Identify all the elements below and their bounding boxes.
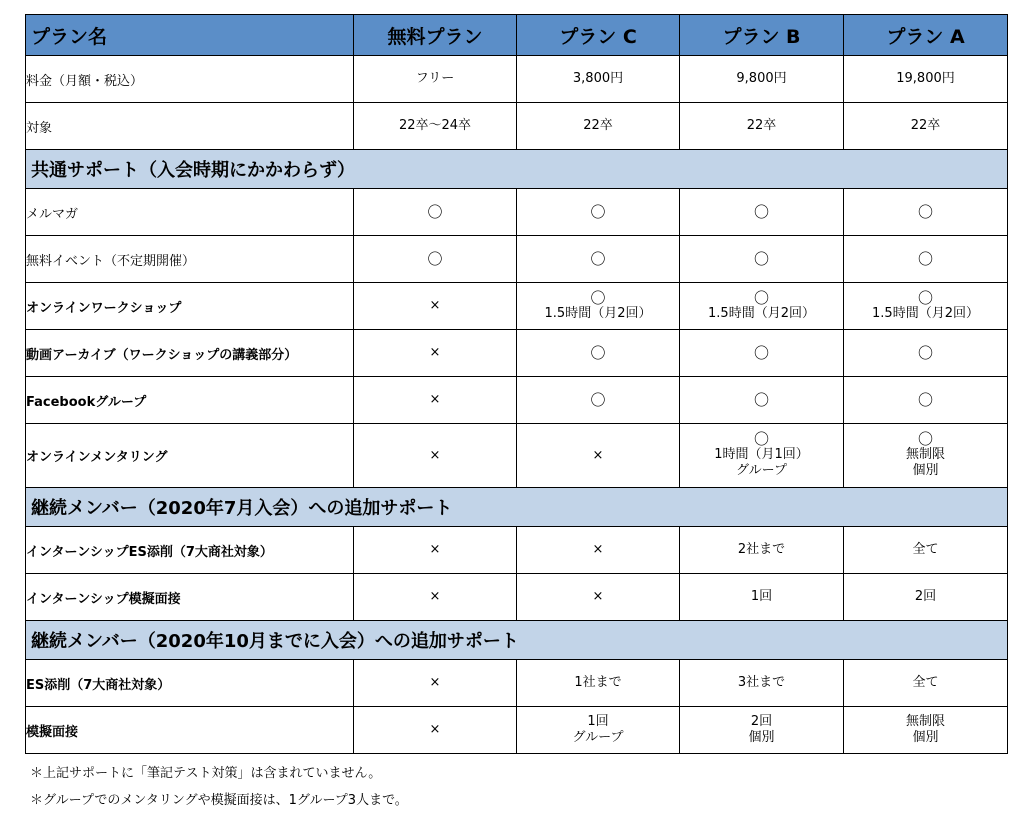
table-row (26, 574, 1008, 621)
cell-value (354, 189, 517, 236)
table-row (26, 189, 1008, 236)
cell-text: グループ (572, 730, 624, 745)
cell-value (354, 330, 517, 377)
cell-text: 1社まで (574, 675, 622, 690)
cross-mark: × (429, 392, 441, 407)
circle-mark: 〇 (917, 430, 933, 448)
circle-mark: 〇 (753, 430, 769, 448)
cell-value (354, 574, 517, 621)
circle-mark: 〇 (917, 343, 933, 362)
table-row (26, 236, 1008, 283)
cell-value (844, 236, 1008, 283)
cell-text: 1.5時間（月2回） (544, 305, 652, 321)
section-header-row (26, 150, 1008, 189)
row-label: インターンシップ模擬面接 (26, 574, 354, 621)
cell-value: 19,800円 (844, 56, 1008, 103)
cross-mark: × (429, 298, 441, 313)
cell-value (680, 377, 844, 424)
circle-mark: 〇 (590, 343, 606, 362)
circle-mark: 〇 (917, 390, 933, 409)
cross-mark: × (429, 589, 441, 604)
cell-text: 全て (912, 542, 939, 557)
cell-text: 1回 (587, 714, 609, 729)
circle-mark: 〇 (753, 249, 769, 268)
cell-value (844, 283, 1008, 330)
cell-value (354, 283, 517, 330)
section-title: 継続メンバー（2020年7月入会）への追加サポート (26, 488, 1008, 527)
cell-value (517, 189, 680, 236)
circle-mark: 〇 (590, 249, 606, 268)
section-title: 継続メンバー（2020年10月までに入会）への追加サポート (26, 621, 1008, 660)
section-header-row (26, 488, 1008, 527)
section-header-row (26, 621, 1008, 660)
cell-value (517, 574, 680, 621)
row-label: インターンシップES添削（7大商社対象） (26, 527, 354, 574)
cell-text: 個別 (748, 730, 775, 745)
cell-text: 1時間（月1回） (714, 447, 809, 462)
cell-value (354, 660, 517, 707)
cell-text: 2回 (750, 714, 773, 729)
header-plan-free: 無料プラン (354, 15, 517, 56)
cell-value: 22卒 (680, 103, 844, 150)
cross-mark: × (592, 542, 604, 557)
table-row (26, 527, 1008, 574)
cell-value (680, 660, 844, 707)
circle-mark: 〇 (590, 202, 606, 221)
table-row (26, 424, 1008, 488)
cell-text: 1.5時間（月2回） (872, 305, 979, 321)
cell-value (354, 527, 517, 574)
circle-mark: 〇 (753, 288, 769, 307)
plan-comparison-table (25, 14, 1008, 754)
row-label-price: 料金（月額・税込） (26, 56, 354, 103)
row-label: ES添削（7大商社対象） (26, 660, 354, 707)
table-row (26, 330, 1008, 377)
cell-text: グループ (736, 463, 787, 478)
circle-mark: 〇 (917, 288, 933, 307)
cell-value (517, 236, 680, 283)
table-row (26, 660, 1008, 707)
cross-mark: × (429, 345, 441, 360)
cross-mark: × (429, 675, 441, 690)
header-plan-a: プラン A (844, 15, 1008, 56)
circle-mark: 〇 (753, 202, 769, 221)
cell-value (517, 527, 680, 574)
cell-value (517, 660, 680, 707)
footnotes (30, 766, 408, 820)
row-label: Facebookグループ (26, 377, 354, 424)
row-label: オンラインメンタリング (26, 424, 354, 488)
footnote: ＊グループでのメンタリングや模擬面接は、1グループ3人まで。 (30, 793, 408, 808)
cross-mark: × (592, 447, 604, 463)
cell-value (680, 574, 844, 621)
cell-value (517, 283, 680, 330)
cell-text: 3社まで (737, 675, 786, 690)
circle-mark: 〇 (917, 202, 933, 221)
circle-mark: 〇 (917, 249, 933, 268)
header-plan-name: プラン名 (26, 15, 354, 56)
footnote: ＊上記サポートに「筆記テスト対策」は含まれていません。 (30, 766, 382, 781)
header-row (26, 15, 1008, 56)
cell-value (844, 424, 1008, 488)
cell-value (517, 330, 680, 377)
cell-value (354, 707, 517, 754)
cross-mark: × (429, 722, 441, 737)
cell-value (844, 189, 1008, 236)
circle-mark: 〇 (427, 249, 443, 268)
cell-value (844, 527, 1008, 574)
cell-text: 2回 (914, 589, 937, 604)
cell-value (844, 330, 1008, 377)
cell-value: フリー (354, 56, 517, 103)
table-row-price (26, 56, 1008, 103)
cell-text: 無制限 (905, 714, 945, 729)
row-label: 模擬面接 (26, 707, 354, 754)
row-label: オンラインワークショップ (26, 283, 354, 330)
cell-value (680, 424, 844, 488)
cell-value (517, 424, 680, 488)
row-label: 無料イベント（不定期開催） (26, 236, 354, 283)
cell-value (354, 377, 517, 424)
cell-value (680, 189, 844, 236)
circle-mark: 〇 (427, 202, 443, 221)
cell-value (844, 707, 1008, 754)
cell-value (354, 424, 517, 488)
cell-value: 22卒 (844, 103, 1008, 150)
table-row (26, 707, 1008, 754)
cell-text: 個別 (912, 730, 939, 745)
row-label-target: 対象 (26, 103, 354, 150)
cell-value: 22卒〜24卒 (354, 103, 517, 150)
table-row-target (26, 103, 1008, 150)
cell-value (354, 236, 517, 283)
cell-text: 無制限 (905, 447, 945, 462)
cell-text: 1回 (750, 589, 773, 604)
cross-mark: × (592, 589, 604, 604)
table-row (26, 283, 1008, 330)
cell-text: 全て (912, 675, 939, 690)
cell-value (680, 330, 844, 377)
row-label: メルマガ (26, 189, 354, 236)
header-plan-c: プラン C (517, 15, 680, 56)
section-title: 共通サポート（入会時期にかかわらず） (26, 150, 1008, 189)
cell-value: 9,800円 (680, 56, 844, 103)
cell-value: 3,800円 (517, 56, 680, 103)
table-row (26, 377, 1008, 424)
circle-mark: 〇 (590, 288, 606, 307)
cell-value: 22卒 (517, 103, 680, 150)
cell-value (680, 236, 844, 283)
cell-value (680, 527, 844, 574)
circle-mark: 〇 (590, 390, 606, 409)
cell-value (844, 377, 1008, 424)
cell-value (844, 574, 1008, 621)
cell-value (680, 707, 844, 754)
cell-value (844, 660, 1008, 707)
cell-value (517, 707, 680, 754)
row-label: 動画アーカイブ（ワークショップの講義部分） (26, 330, 354, 377)
circle-mark: 〇 (753, 390, 769, 409)
cross-mark: × (429, 447, 441, 463)
circle-mark: 〇 (753, 343, 769, 362)
cell-text: 2社まで (737, 542, 786, 557)
cell-value (517, 377, 680, 424)
cell-text: 個別 (912, 463, 939, 478)
cell-text: 1.5時間（月2回） (708, 305, 815, 321)
cross-mark: × (429, 542, 441, 557)
header-plan-b: プラン B (680, 15, 844, 56)
cell-value (680, 283, 844, 330)
